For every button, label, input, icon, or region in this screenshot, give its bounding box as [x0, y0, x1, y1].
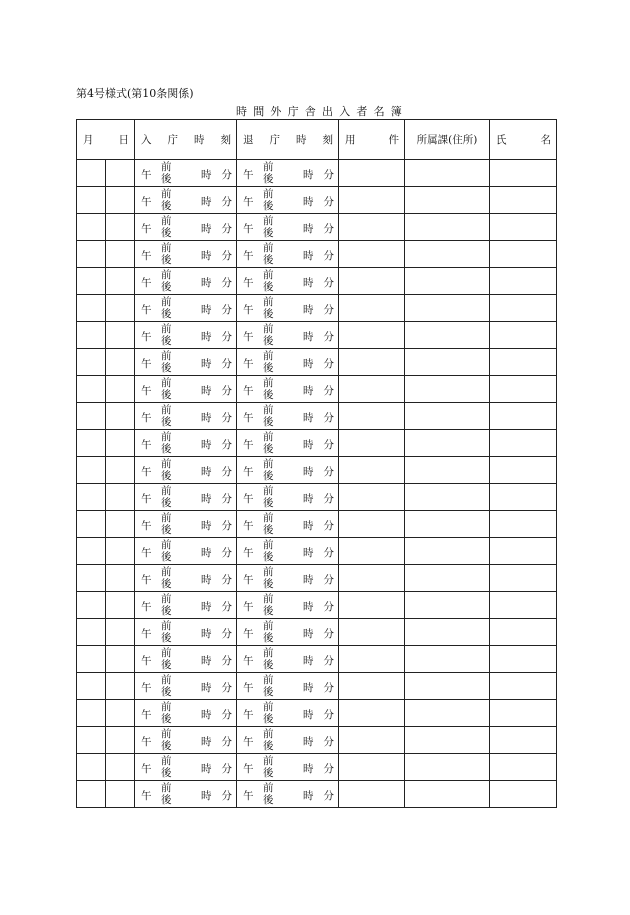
month-cell[interactable] — [77, 295, 106, 322]
business-cell[interactable] — [339, 241, 405, 268]
entry-time-cell[interactable]: 午 前 後 時 分 — [135, 214, 237, 241]
department-cell[interactable] — [405, 673, 490, 700]
entry-time-cell[interactable]: 午 前 後 時 分 — [135, 457, 237, 484]
exit-time-cell[interactable]: 午 前 後 時 分 — [237, 295, 339, 322]
department-cell[interactable] — [405, 241, 490, 268]
name-cell[interactable] — [490, 187, 557, 214]
department-cell[interactable] — [405, 592, 490, 619]
entry-time-cell[interactable]: 午 前 後 時 分 — [135, 403, 237, 430]
name-cell[interactable] — [490, 592, 557, 619]
department-cell[interactable] — [405, 457, 490, 484]
department-cell[interactable] — [405, 214, 490, 241]
exit-time-cell[interactable]: 午 前 後 時 分 — [237, 430, 339, 457]
exit-time-cell[interactable]: 午 前 後 時 分 — [237, 592, 339, 619]
table-row — [77, 781, 557, 808]
department-cell[interactable] — [405, 754, 490, 781]
business-cell[interactable] — [339, 565, 405, 592]
business-cell[interactable] — [339, 403, 405, 430]
department-cell[interactable] — [405, 538, 490, 565]
day-cell[interactable] — [106, 781, 135, 808]
exit-time-cell[interactable]: 午 前 後 時 分 — [237, 457, 339, 484]
business-cell[interactable] — [339, 754, 405, 781]
month-cell[interactable] — [77, 592, 106, 619]
business-cell[interactable] — [339, 457, 405, 484]
department-cell[interactable] — [405, 160, 490, 187]
name-cell[interactable] — [490, 781, 557, 808]
table-row — [77, 592, 557, 619]
month-cell[interactable] — [77, 673, 106, 700]
day-cell[interactable] — [106, 754, 135, 781]
header-entry-time: 入 庁 時 刻 — [135, 120, 237, 160]
entry-time-cell[interactable]: 午 前 後 時 分 — [135, 268, 237, 295]
table-row — [77, 673, 557, 700]
entry-time-cell[interactable]: 午 前 後 時 分 — [135, 781, 237, 808]
table-row — [77, 214, 557, 241]
month-cell[interactable] — [77, 430, 106, 457]
month-cell[interactable] — [77, 403, 106, 430]
day-cell[interactable] — [106, 727, 135, 754]
name-cell[interactable] — [490, 646, 557, 673]
day-cell[interactable] — [106, 241, 135, 268]
exit-time-cell[interactable]: 午 前 後 時 分 — [237, 160, 339, 187]
department-cell[interactable] — [405, 403, 490, 430]
day-cell[interactable] — [106, 538, 135, 565]
name-cell[interactable] — [490, 430, 557, 457]
month-cell[interactable] — [77, 619, 106, 646]
page-title: 時間外庁舎出入者名簿 — [236, 105, 408, 118]
month-cell[interactable] — [77, 781, 106, 808]
day-cell[interactable] — [106, 592, 135, 619]
entry-time-cell[interactable]: 午 前 後 時 分 — [135, 187, 237, 214]
department-cell[interactable] — [405, 646, 490, 673]
table-row — [77, 160, 557, 187]
day-cell[interactable] — [106, 295, 135, 322]
name-cell[interactable] — [490, 619, 557, 646]
exit-time-cell[interactable]: 午 前 後 時 分 — [237, 349, 339, 376]
exit-time-cell[interactable]: 午 前 後 時 分 — [237, 538, 339, 565]
entry-time-cell[interactable]: 午 前 後 時 分 — [135, 619, 237, 646]
department-cell[interactable] — [405, 727, 490, 754]
table-row — [77, 322, 557, 349]
day-cell[interactable] — [106, 214, 135, 241]
name-cell[interactable] — [490, 349, 557, 376]
business-cell[interactable] — [339, 295, 405, 322]
table-row — [77, 457, 557, 484]
entry-time-cell[interactable]: 午 前 後 時 分 — [135, 727, 237, 754]
exit-time-cell[interactable]: 午 前 後 時 分 — [237, 754, 339, 781]
entry-time-cell[interactable]: 午 前 後 時 分 — [135, 592, 237, 619]
business-cell[interactable] — [339, 619, 405, 646]
month-cell[interactable] — [77, 268, 106, 295]
month-cell[interactable] — [77, 322, 106, 349]
day-cell[interactable] — [106, 160, 135, 187]
month-cell[interactable] — [77, 754, 106, 781]
month-cell[interactable] — [77, 565, 106, 592]
table-row — [77, 754, 557, 781]
exit-time-cell[interactable]: 午 前 後 時 分 — [237, 403, 339, 430]
business-cell[interactable] — [339, 538, 405, 565]
day-cell[interactable] — [106, 187, 135, 214]
exit-time-cell[interactable]: 午 前 後 時 分 — [237, 646, 339, 673]
exit-time-cell[interactable]: 午 前 後 時 分 — [237, 727, 339, 754]
table-row — [77, 430, 557, 457]
name-cell[interactable] — [490, 295, 557, 322]
month-cell[interactable] — [77, 727, 106, 754]
business-cell[interactable] — [339, 511, 405, 538]
header-date: 月 日 — [77, 120, 135, 160]
business-cell[interactable] — [339, 700, 405, 727]
name-cell[interactable] — [490, 376, 557, 403]
department-cell[interactable] — [405, 619, 490, 646]
department-cell[interactable] — [405, 322, 490, 349]
month-cell[interactable] — [77, 700, 106, 727]
header-exit-time: 退 庁 時 刻 — [237, 120, 339, 160]
entry-time-cell[interactable]: 午 前 後 時 分 — [135, 430, 237, 457]
day-cell[interactable] — [106, 322, 135, 349]
month-cell[interactable] — [77, 511, 106, 538]
table-row — [77, 565, 557, 592]
month-cell[interactable] — [77, 457, 106, 484]
month-cell[interactable] — [77, 484, 106, 511]
name-cell[interactable] — [490, 268, 557, 295]
table-row — [77, 376, 557, 403]
business-cell[interactable] — [339, 187, 405, 214]
exit-time-cell[interactable]: 午 前 後 時 分 — [237, 241, 339, 268]
table-row — [77, 619, 557, 646]
table-row — [77, 403, 557, 430]
table-row — [77, 349, 557, 376]
business-cell[interactable] — [339, 430, 405, 457]
exit-time-cell[interactable]: 午 前 後 時 分 — [237, 565, 339, 592]
day-cell[interactable] — [106, 511, 135, 538]
entry-time-cell[interactable]: 午 前 後 時 分 — [135, 295, 237, 322]
table-row — [77, 700, 557, 727]
header-business: 用 件 — [339, 120, 405, 160]
entry-time-cell[interactable]: 午 前 後 時 分 — [135, 673, 237, 700]
name-cell[interactable] — [490, 403, 557, 430]
exit-time-cell[interactable]: 午 前 後 時 分 — [237, 700, 339, 727]
day-cell[interactable] — [106, 673, 135, 700]
department-cell[interactable] — [405, 484, 490, 511]
entry-time-cell[interactable]: 午 前 後 時 分 — [135, 322, 237, 349]
business-cell[interactable] — [339, 160, 405, 187]
exit-time-cell[interactable]: 午 前 後 時 分 — [237, 322, 339, 349]
department-cell[interactable] — [405, 376, 490, 403]
month-cell[interactable] — [77, 241, 106, 268]
form-number: 第4号様式(第10条関係) — [76, 87, 194, 100]
table-row — [77, 511, 557, 538]
month-cell[interactable] — [77, 646, 106, 673]
table-row — [77, 646, 557, 673]
register-table — [76, 119, 557, 808]
exit-time-cell[interactable]: 午 前 後 時 分 — [237, 376, 339, 403]
department-cell[interactable] — [405, 781, 490, 808]
exit-time-cell[interactable]: 午 前 後 時 分 — [237, 187, 339, 214]
business-cell[interactable] — [339, 727, 405, 754]
entry-time-cell[interactable]: 午 前 後 時 分 — [135, 349, 237, 376]
day-cell[interactable] — [106, 268, 135, 295]
exit-time-cell[interactable]: 午 前 後 時 分 — [237, 214, 339, 241]
name-cell[interactable] — [490, 511, 557, 538]
department-cell[interactable] — [405, 187, 490, 214]
name-cell[interactable] — [490, 754, 557, 781]
name-cell[interactable] — [490, 727, 557, 754]
entry-time-cell[interactable]: 午 前 後 時 分 — [135, 511, 237, 538]
day-cell[interactable] — [106, 403, 135, 430]
entry-time-cell[interactable]: 午 前 後 時 分 — [135, 538, 237, 565]
name-cell[interactable] — [490, 214, 557, 241]
day-cell[interactable] — [106, 430, 135, 457]
entry-time-cell[interactable]: 午 前 後 時 分 — [135, 376, 237, 403]
table-row — [77, 538, 557, 565]
business-cell[interactable] — [339, 781, 405, 808]
day-cell[interactable] — [106, 457, 135, 484]
entry-time-cell[interactable]: 午 前 後 時 分 — [135, 484, 237, 511]
entry-time-cell[interactable]: 午 前 後 時 分 — [135, 160, 237, 187]
header-row — [77, 120, 557, 160]
entry-time-cell[interactable]: 午 前 後 時 分 — [135, 646, 237, 673]
exit-time-cell[interactable]: 午 前 後 時 分 — [237, 781, 339, 808]
month-cell[interactable] — [77, 376, 106, 403]
month-cell[interactable] — [77, 349, 106, 376]
business-cell[interactable] — [339, 268, 405, 295]
day-cell[interactable] — [106, 376, 135, 403]
exit-time-cell[interactable]: 午 前 後 時 分 — [237, 673, 339, 700]
department-cell[interactable] — [405, 565, 490, 592]
name-cell[interactable] — [490, 538, 557, 565]
name-cell[interactable] — [490, 322, 557, 349]
department-cell[interactable] — [405, 295, 490, 322]
name-cell[interactable] — [490, 160, 557, 187]
table-row — [77, 484, 557, 511]
name-cell[interactable] — [490, 241, 557, 268]
header-department: 所属課(住所) — [405, 120, 490, 160]
table-row — [77, 295, 557, 322]
name-cell[interactable] — [490, 457, 557, 484]
month-cell[interactable] — [77, 214, 106, 241]
entry-time-cell[interactable]: 午 前 後 時 分 — [135, 241, 237, 268]
department-cell[interactable] — [405, 349, 490, 376]
day-cell[interactable] — [106, 349, 135, 376]
business-cell[interactable] — [339, 484, 405, 511]
table-row — [77, 268, 557, 295]
day-cell[interactable] — [106, 646, 135, 673]
day-cell[interactable] — [106, 700, 135, 727]
business-cell[interactable] — [339, 214, 405, 241]
business-cell[interactable] — [339, 322, 405, 349]
day-cell[interactable] — [106, 484, 135, 511]
entry-time-cell[interactable]: 午 前 後 時 分 — [135, 754, 237, 781]
name-cell[interactable] — [490, 700, 557, 727]
business-cell[interactable] — [339, 673, 405, 700]
month-cell[interactable] — [77, 187, 106, 214]
business-cell[interactable] — [339, 349, 405, 376]
month-cell[interactable] — [77, 160, 106, 187]
day-cell[interactable] — [106, 565, 135, 592]
table-row — [77, 187, 557, 214]
table-row — [77, 727, 557, 754]
exit-time-cell[interactable]: 午 前 後 時 分 — [237, 619, 339, 646]
business-cell[interactable] — [339, 592, 405, 619]
name-cell[interactable] — [490, 565, 557, 592]
exit-time-cell[interactable]: 午 前 後 時 分 — [237, 511, 339, 538]
exit-time-cell[interactable]: 午 前 後 時 分 — [237, 268, 339, 295]
header-name: 氏 名 — [490, 120, 557, 160]
entry-time-cell[interactable]: 午 前 後 時 分 — [135, 565, 237, 592]
business-cell[interactable] — [339, 376, 405, 403]
department-cell[interactable] — [405, 700, 490, 727]
business-cell[interactable] — [339, 646, 405, 673]
month-cell[interactable] — [77, 538, 106, 565]
table-row — [77, 241, 557, 268]
department-cell[interactable] — [405, 511, 490, 538]
department-cell[interactable] — [405, 268, 490, 295]
name-cell[interactable] — [490, 673, 557, 700]
day-cell[interactable] — [106, 619, 135, 646]
exit-time-cell[interactable]: 午 前 後 時 分 — [237, 484, 339, 511]
department-cell[interactable] — [405, 430, 490, 457]
name-cell[interactable] — [490, 484, 557, 511]
entry-time-cell[interactable]: 午 前 後 時 分 — [135, 700, 237, 727]
